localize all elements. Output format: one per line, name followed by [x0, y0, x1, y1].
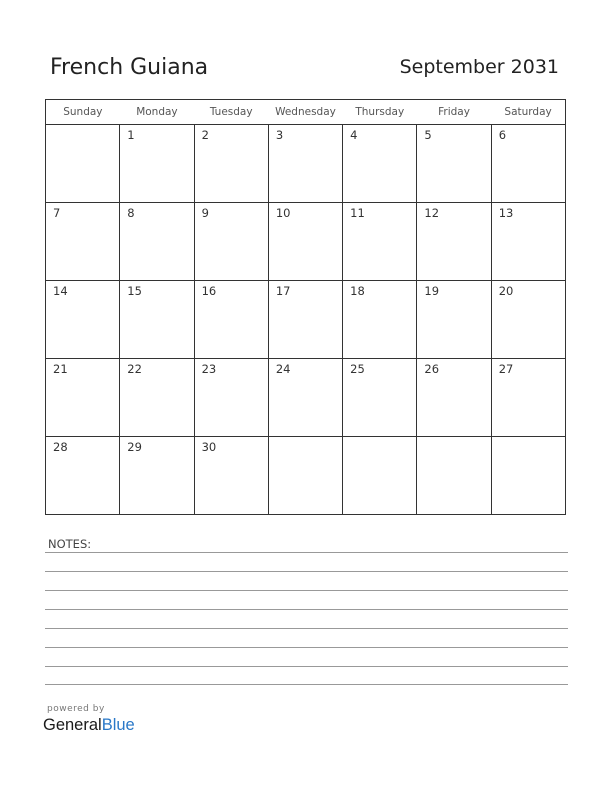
- note-line: [45, 609, 568, 610]
- day-number: 9: [201, 206, 209, 220]
- day-number: 30: [201, 440, 217, 454]
- day-number: 25: [350, 362, 365, 376]
- day-cell: [268, 281, 342, 359]
- day-number: 11: [350, 206, 365, 220]
- week-row: [46, 125, 566, 203]
- day-cell: [417, 281, 491, 359]
- day-number: 26: [424, 362, 440, 376]
- generalblue-logo: [43, 716, 135, 735]
- note-line: [45, 628, 568, 629]
- day-cell: [120, 203, 194, 281]
- note-line: [45, 571, 568, 572]
- day-number: 5: [424, 128, 432, 142]
- day-cell: [120, 359, 194, 437]
- day-number: 10: [275, 206, 291, 220]
- day-cell: [417, 203, 491, 281]
- brand-blue-text: Blue: [101, 716, 135, 734]
- weekday-header: Sunday: [46, 100, 120, 125]
- day-cell: [417, 437, 491, 515]
- note-line: [45, 647, 568, 648]
- note-line: [45, 552, 568, 553]
- weekday-header: Monday: [120, 100, 194, 125]
- day-cell: [343, 359, 417, 437]
- day-cell: [491, 359, 565, 437]
- weekday-header-row: [46, 100, 566, 125]
- day-cell: [268, 203, 342, 281]
- notes-label: NOTES:: [48, 537, 92, 551]
- day-cell: [417, 359, 491, 437]
- day-number: 12: [424, 206, 440, 220]
- day-cell: [343, 203, 417, 281]
- week-row: [46, 281, 566, 359]
- day-cell: [46, 125, 120, 203]
- day-number: 19: [424, 284, 440, 298]
- note-line: [45, 590, 568, 591]
- day-cell: [46, 437, 120, 515]
- day-cell: [417, 125, 491, 203]
- day-number: 7: [53, 206, 61, 220]
- day-cell: [343, 125, 417, 203]
- day-number: 1: [127, 128, 135, 142]
- powered-by-label: powered by: [47, 704, 105, 714]
- day-number: 6: [498, 128, 507, 142]
- weekday-header: Tuesday: [194, 100, 268, 125]
- day-number: 2: [201, 128, 209, 142]
- day-cell: [268, 437, 342, 515]
- day-cell: [491, 281, 565, 359]
- day-cell: [46, 281, 120, 359]
- day-cell: [194, 125, 268, 203]
- day-number: 4: [350, 128, 358, 142]
- day-cell: [491, 125, 565, 203]
- calendar-month-title: September 2031: [399, 56, 559, 78]
- day-number: 18: [350, 284, 365, 298]
- brand-general-text: General: [43, 716, 102, 734]
- day-number: 3: [275, 128, 284, 142]
- weekday-header: Friday: [417, 100, 491, 125]
- day-cell: [46, 359, 120, 437]
- day-cell: [120, 281, 194, 359]
- weekday-header: Wednesday: [268, 100, 342, 125]
- week-row: [46, 437, 566, 515]
- weekday-header: Thursday: [343, 100, 417, 125]
- day-cell: [46, 203, 120, 281]
- day-number: 24: [275, 362, 291, 376]
- calendar-grid: [45, 99, 566, 515]
- day-cell: [120, 125, 194, 203]
- week-row: [46, 203, 566, 281]
- day-number: 22: [127, 362, 142, 376]
- day-number: 16: [201, 284, 217, 298]
- day-cell: [194, 437, 268, 515]
- day-number: 13: [498, 206, 514, 220]
- week-row: [46, 359, 566, 437]
- day-number: 23: [201, 362, 217, 376]
- weekday-header: Saturday: [491, 100, 565, 125]
- day-cell: [194, 281, 268, 359]
- note-line: [45, 666, 568, 667]
- day-number: 20: [498, 284, 514, 298]
- day-cell: [343, 281, 417, 359]
- day-number: 28: [53, 440, 68, 454]
- day-number: 14: [53, 284, 68, 298]
- note-line: [45, 684, 568, 685]
- calendar-country-title: French Guiana: [50, 55, 209, 80]
- day-cell: [268, 359, 342, 437]
- day-number: 8: [127, 206, 135, 220]
- day-number: 29: [127, 440, 142, 454]
- day-number: 15: [127, 284, 142, 298]
- day-number: 17: [275, 284, 291, 298]
- day-cell: [343, 437, 417, 515]
- day-cell: [194, 359, 268, 437]
- day-cell: [120, 437, 194, 515]
- day-number: 21: [53, 362, 68, 376]
- day-number: 27: [498, 362, 514, 376]
- day-cell: [491, 203, 565, 281]
- day-cell: [194, 203, 268, 281]
- day-cell: [491, 437, 565, 515]
- day-cell: [268, 125, 342, 203]
